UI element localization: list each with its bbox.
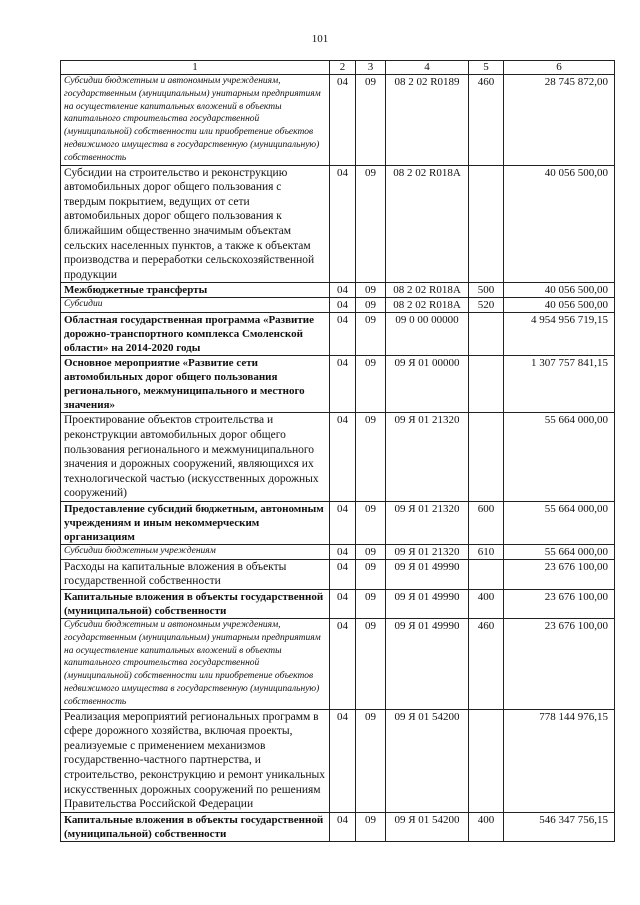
expense-type-code: 460 — [469, 619, 504, 710]
expense-type-code: 600 — [469, 501, 504, 544]
expense-type-code — [469, 413, 504, 502]
header-cell: 6 — [504, 61, 615, 75]
amount: 4 954 956 719,15 — [504, 313, 615, 356]
line-name: Субсидии бюджетным и автономным учреждениям, государственным (муниципальным) унитарным предприятиям на осуществление капитальных вложений в объекты капитального строительства государственной (муниципальной) собственности или приобретение объектов недвижимого имущества в государственную (муниципальную) собственность — [61, 75, 330, 166]
expense-type-code: 400 — [469, 812, 504, 841]
section-code: 04 — [330, 313, 356, 356]
subsection-code: 09 — [356, 413, 386, 502]
subsection-code: 09 — [356, 501, 386, 544]
target-article-code: 09 Я 01 54200 — [386, 709, 469, 812]
line-name: Реализация мероприятий региональных программ в сфере дорожного хозяйства, включая проекты, реализуемые с применением механизмов государственно-частного партнерства, и строительство, реконструкцию и ремонт уникальных искусственных дорожных сооружений по решениям Правительства Российской Федерации — [61, 709, 330, 812]
target-article-code: 08 2 02 R0189 — [386, 75, 469, 166]
amount: 55 664 000,00 — [504, 501, 615, 544]
expense-type-code: 520 — [469, 298, 504, 313]
amount: 40 056 500,00 — [504, 283, 615, 298]
subsection-code: 09 — [356, 356, 386, 413]
subsection-code: 09 — [356, 544, 386, 559]
section-code: 04 — [330, 298, 356, 313]
expense-type-code — [469, 709, 504, 812]
line-name: Субсидии бюджетным и автономным учреждениям, государственным (муниципальным) унитарным предприятиям на осуществление капитальных вложений в объекты капитального строительства государственной (муниципальной) собственности или приобретение объектов недвижимого имущества в государственную (муниципальную) собственность — [61, 619, 330, 710]
line-name: Расходы на капитальные вложения в объекты государственной собственности — [61, 559, 330, 589]
section-code: 04 — [330, 544, 356, 559]
header-cell: 5 — [469, 61, 504, 75]
line-name: Межбюджетные трансферты — [61, 283, 330, 298]
line-name: Капитальные вложения в объекты государственной (муниципальной) собственности — [61, 590, 330, 619]
target-article-code: 09 Я 01 21320 — [386, 501, 469, 544]
expense-type-code: 400 — [469, 590, 504, 619]
amount: 546 347 756,15 — [504, 812, 615, 841]
line-name: Проектирование объектов строительства и реконструкции автомобильных дорог общего пользования регионального и межмуниципального значения и дорожных сооружений, являющихся их технологической частью (искусственных дорожных сооружений) — [61, 413, 330, 502]
subsection-code: 09 — [356, 619, 386, 710]
target-article-code: 09 0 00 00000 — [386, 313, 469, 356]
line-name: Предоставление субсидий бюджетным, автономным учреждениям и иным некоммерческим организациям — [61, 501, 330, 544]
amount: 55 664 000,00 — [504, 544, 615, 559]
section-code: 04 — [330, 413, 356, 502]
subsection-code: 09 — [356, 812, 386, 841]
target-article-code: 08 2 02 R018A — [386, 165, 469, 283]
subsection-code: 09 — [356, 559, 386, 589]
subsection-code: 09 — [356, 313, 386, 356]
table-row — [61, 413, 615, 502]
subsection-code: 09 — [356, 590, 386, 619]
expense-type-code — [469, 356, 504, 413]
section-code: 04 — [330, 812, 356, 841]
section-code: 04 — [330, 590, 356, 619]
expense-type-code: 460 — [469, 75, 504, 166]
table-row — [61, 75, 615, 166]
amount: 28 745 872,00 — [504, 75, 615, 166]
line-name: Субсидии бюджетным учреждениям — [61, 544, 330, 559]
expense-type-code — [469, 313, 504, 356]
section-code: 04 — [330, 559, 356, 589]
header-row — [61, 61, 615, 75]
budget-table — [60, 60, 615, 842]
target-article-code: 09 Я 01 54200 — [386, 812, 469, 841]
table-row — [61, 501, 615, 544]
line-name: Капитальные вложения в объекты государственной (муниципальной) собственности — [61, 812, 330, 841]
subsection-code: 09 — [356, 298, 386, 313]
table-row — [61, 313, 615, 356]
target-article-code: 09 Я 01 21320 — [386, 544, 469, 559]
amount: 23 676 100,00 — [504, 619, 615, 710]
header-cell: 1 — [61, 61, 330, 75]
target-article-code: 08 2 02 R018A — [386, 283, 469, 298]
amount: 23 676 100,00 — [504, 590, 615, 619]
section-code: 04 — [330, 165, 356, 283]
header-cell: 4 — [386, 61, 469, 75]
line-name: Субсидии — [61, 298, 330, 313]
table-row — [61, 356, 615, 413]
header-cell: 2 — [330, 61, 356, 75]
target-article-code: 09 Я 01 00000 — [386, 356, 469, 413]
section-code: 04 — [330, 75, 356, 166]
subsection-code: 09 — [356, 283, 386, 298]
page-number: 101 — [311, 33, 329, 45]
line-name: Основное мероприятие «Развитие сети автомобильных дорог общего пользования регионального, межмуниципального и местного значения» — [61, 356, 330, 413]
section-code: 04 — [330, 356, 356, 413]
table-row — [61, 544, 615, 559]
table-row — [61, 709, 615, 812]
expense-type-code — [469, 559, 504, 589]
line-name: Областная государственная программа «Развитие дорожно-транспортного комплекса Смоленской области» на 2014-2020 годы — [61, 313, 330, 356]
amount: 778 144 976,15 — [504, 709, 615, 812]
subsection-code: 09 — [356, 165, 386, 283]
expense-type-code: 500 — [469, 283, 504, 298]
table-row — [61, 559, 615, 589]
section-code: 04 — [330, 709, 356, 812]
table-row — [61, 165, 615, 283]
target-article-code: 08 2 02 R018A — [386, 298, 469, 313]
amount: 55 664 000,00 — [504, 413, 615, 502]
expense-type-code: 610 — [469, 544, 504, 559]
amount: 40 056 500,00 — [504, 298, 615, 313]
section-code: 04 — [330, 619, 356, 710]
amount: 1 307 757 841,15 — [504, 356, 615, 413]
table-row — [61, 590, 615, 619]
header-cell: 3 — [356, 61, 386, 75]
section-code: 04 — [330, 501, 356, 544]
target-article-code: 09 Я 01 49990 — [386, 590, 469, 619]
subsection-code: 09 — [356, 75, 386, 166]
expense-type-code — [469, 165, 504, 283]
section-code: 04 — [330, 283, 356, 298]
amount: 23 676 100,00 — [504, 559, 615, 589]
target-article-code: 09 Я 01 49990 — [386, 619, 469, 710]
table-row — [61, 812, 615, 841]
target-article-code: 09 Я 01 21320 — [386, 413, 469, 502]
table-row — [61, 619, 615, 710]
target-article-code: 09 Я 01 49990 — [386, 559, 469, 589]
amount: 40 056 500,00 — [504, 165, 615, 283]
table-row — [61, 298, 615, 313]
line-name: Субсидии на строительство и реконструкцию автомобильных дорог общего пользования с твердым покрытием, ведущих от сети автомобильных дорог общего пользования к ближайшим общественно значимым объектам сельских населенных пунктов, а также к объектам производства и переработки сельскохозяйственной продукции — [61, 165, 330, 283]
table-row — [61, 283, 615, 298]
subsection-code: 09 — [356, 709, 386, 812]
